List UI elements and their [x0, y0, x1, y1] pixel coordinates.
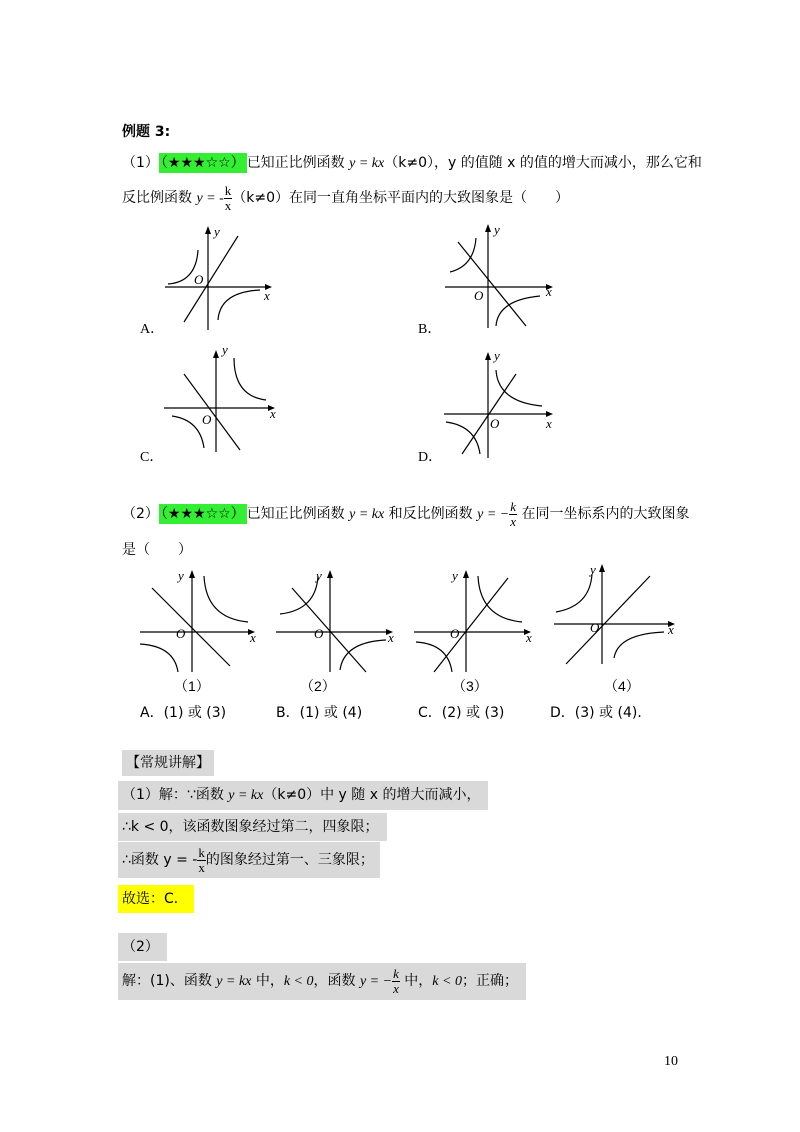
q2-func2-numerator: k: [510, 498, 517, 514]
graph-d-y-arrow: [485, 352, 491, 360]
q2-graph-2-y-arrow: [327, 570, 333, 578]
q2-graph-3-line: [434, 578, 508, 672]
q1-graph-c: [162, 344, 282, 454]
graph-a-y-arrow: [205, 226, 211, 234]
q1-func2-fraction: [224, 184, 233, 213]
graph-a-line: [184, 236, 238, 322]
q2-graph-3-branch-2: [416, 642, 452, 672]
solution-line-5-d: ，函数: [313, 973, 360, 989]
q2-graph-3-origin: O: [450, 626, 460, 641]
graph-d-x-label: x: [546, 416, 552, 431]
solution-line-5-fraction: [392, 967, 400, 996]
solution-line-5-f: k < 0: [432, 974, 462, 989]
q1-graph-d: [440, 350, 560, 460]
q2-graph-2-x-label: x: [388, 630, 394, 645]
q2-text-c: 在同一坐标系内的大致图象: [517, 506, 690, 522]
q2-choice-c: C．(2) 或 (3): [418, 705, 505, 721]
example-title: 例题 3:: [122, 124, 171, 140]
q2-text-b: 和反比例函数: [384, 506, 478, 522]
q2-func2-denominator: x: [510, 513, 517, 529]
graph-d-hyperbola-branch-1: [496, 370, 542, 406]
q2-func2-prefix: y = −: [477, 507, 510, 522]
q2-graph-3-y-arrow: [463, 570, 469, 578]
solution-line-1-b: （k≠0）中 y 随 x 的增大而减小，: [263, 787, 481, 803]
q1-option-c: C．: [140, 450, 164, 465]
solution-part-2: （2）: [118, 933, 167, 961]
q2-func2-fraction: [509, 500, 517, 529]
q2-difficulty-stars: （★★★☆☆）: [160, 506, 245, 522]
graph-b-x-label: x: [546, 284, 552, 299]
solution-line-1-func: y = kx: [228, 788, 264, 803]
q2-graph-4-x-label: x: [668, 622, 674, 637]
q1-cond2: （k≠0）在同一直角坐标平面内的大致图象是（ ）: [232, 190, 570, 206]
q2-graph-2-y-label: y: [316, 568, 322, 583]
graph-b-hyperbola-branch-1: [450, 238, 476, 272]
graph-a-origin: O: [194, 272, 204, 287]
solution-line-3: [118, 842, 380, 878]
q1-text-b: y 的值随 x 的值的增大而减小，那么它和: [447, 155, 702, 171]
q1-option-a: A．: [140, 322, 165, 337]
q1-func1: y = kx: [349, 156, 385, 171]
q2-graph-4-y-label: y: [590, 562, 596, 577]
solution-line-3-denominator: x: [198, 859, 205, 875]
graph-a-hyperbola-branch-2: [218, 290, 260, 320]
q2-graph-4-caption: （4）: [604, 678, 640, 694]
q2-graph-2-origin: O: [314, 626, 324, 641]
q2-graph-3: [412, 566, 534, 674]
q1-func2-denominator: x: [224, 197, 232, 213]
graph-a-x-label: x: [264, 288, 270, 303]
page-number: 10: [664, 1054, 678, 1069]
q1-graph-b: [440, 220, 560, 330]
q2-choice-b: B．(1) 或 (4): [276, 705, 363, 721]
graph-b-hyperbola-branch-2: [496, 296, 540, 326]
graph-b-y-label: y: [494, 222, 500, 237]
q1-option-b: B．: [418, 322, 442, 337]
solution-line-5-a: 解：(1)、函数: [122, 973, 217, 989]
graph-b-line: [458, 242, 526, 326]
q2-graph-4-y-arrow: [599, 564, 605, 572]
solution-line-5-b: 中，: [251, 973, 284, 989]
solution-line-1: [118, 781, 488, 810]
q2-graph-4-origin: O: [590, 620, 600, 635]
solution-header: 【常规讲解】: [122, 750, 214, 776]
solution-line-3-numerator: k: [198, 844, 205, 860]
q2-graph-4: [552, 560, 678, 668]
solution-line-5-c: k < 0: [283, 974, 314, 989]
q2-graph-2-branch-2: [340, 640, 386, 670]
question-1-line-1: [122, 153, 702, 174]
q2-graph-1-branch-2: [140, 644, 178, 672]
q1-cond1: （k≠0），: [384, 155, 448, 171]
q2-graph-4-line: [566, 576, 650, 664]
question-2-line-1: [122, 498, 689, 531]
q2-graph-1-x-label: x: [250, 630, 256, 645]
solution-line-5-func1: y = kx: [216, 974, 252, 989]
q2-graph-1: [138, 566, 258, 674]
graph-a-y-label: y: [214, 224, 220, 239]
graph-d-origin: O: [490, 416, 500, 431]
question-2-line-2: 是（ ）: [122, 542, 192, 558]
graph-b-y-arrow: [485, 224, 491, 232]
q1-option-d: D．: [418, 450, 443, 465]
graph-c-y-arrow: [213, 350, 219, 358]
q2-graph-2: [274, 566, 396, 674]
solution-line-5-g: ；正确；: [461, 973, 518, 989]
solution-line-3-fraction: [197, 846, 206, 875]
q2-graph-1-line: [152, 588, 230, 666]
q2-choice-a: A．(1) 或 (3): [140, 705, 227, 721]
graph-b-origin: O: [474, 288, 484, 303]
q2-graph-2-caption: （2）: [300, 678, 336, 694]
solution-line-5-numerator: k: [393, 965, 399, 981]
graph-c-hyperbola-branch-1: [234, 358, 266, 400]
q2-graph-3-branch-1: [478, 576, 522, 622]
q2-choice-d: D．(3) 或 (4)．: [550, 705, 652, 721]
solution-line-3-a: ∴函数 y = -: [122, 852, 198, 868]
q1-func2-prefix: y = -: [196, 191, 224, 206]
q2-graph-3-y-label: y: [452, 568, 458, 583]
q2-text-a: 已知正比例函数: [246, 506, 350, 522]
graph-c-hyperbola-branch-2: [172, 416, 204, 448]
solution-answer: 故选：C．: [118, 885, 194, 913]
solution-line-5: [118, 963, 526, 1000]
graph-d-hyperbola-branch-2: [446, 422, 480, 454]
q2-graph-4-branch-1: [556, 574, 592, 612]
q1-text-c: 反比例函数: [122, 190, 197, 206]
q2-graph-1-y-arrow: [189, 570, 195, 578]
q2-graph-3-x-label: x: [526, 630, 532, 645]
q2-graph-2-line: [292, 588, 366, 672]
graph-c-y-label: y: [222, 342, 228, 357]
q1-text-a: 已知正比例函数: [246, 155, 350, 171]
solution-line-3-b: 的图象经过第一、三象限；: [205, 852, 374, 868]
q1-func2-numerator: k: [224, 182, 232, 198]
q2-graph-3-caption: （3）: [452, 678, 488, 694]
graph-c-line: [184, 374, 240, 450]
q2-graph-1-branch-1: [204, 576, 248, 622]
solution-line-1-a: （1）解：∵函数: [122, 787, 229, 803]
solution-line-5-func2: y = −: [359, 974, 393, 989]
solution-line-5-denominator: x: [393, 980, 399, 996]
q1-number: （1）: [122, 155, 159, 171]
q2-number: （2）: [122, 506, 159, 522]
q2-graph-1-caption: （1）: [174, 678, 210, 694]
graph-d-y-label: y: [494, 348, 500, 363]
q2-graph-1-origin: O: [176, 626, 186, 641]
graph-c-origin: O: [202, 412, 212, 427]
q1-difficulty-stars: （★★★☆☆）: [160, 155, 245, 171]
q2-graph-4-branch-2: [614, 632, 664, 658]
q1-graph-a: [160, 222, 280, 332]
q2-graph-1-y-label: y: [178, 568, 184, 583]
q2-func1: y = kx: [349, 507, 385, 522]
solution-line-2: ∴k < 0，该函数图象经过第二，四象限；: [118, 813, 387, 841]
question-1-line-2: [122, 182, 569, 215]
q2-graph-2-branch-1: [280, 576, 318, 614]
solution-line-5-e: 中，: [399, 973, 433, 989]
graph-c-x-label: x: [270, 406, 276, 421]
